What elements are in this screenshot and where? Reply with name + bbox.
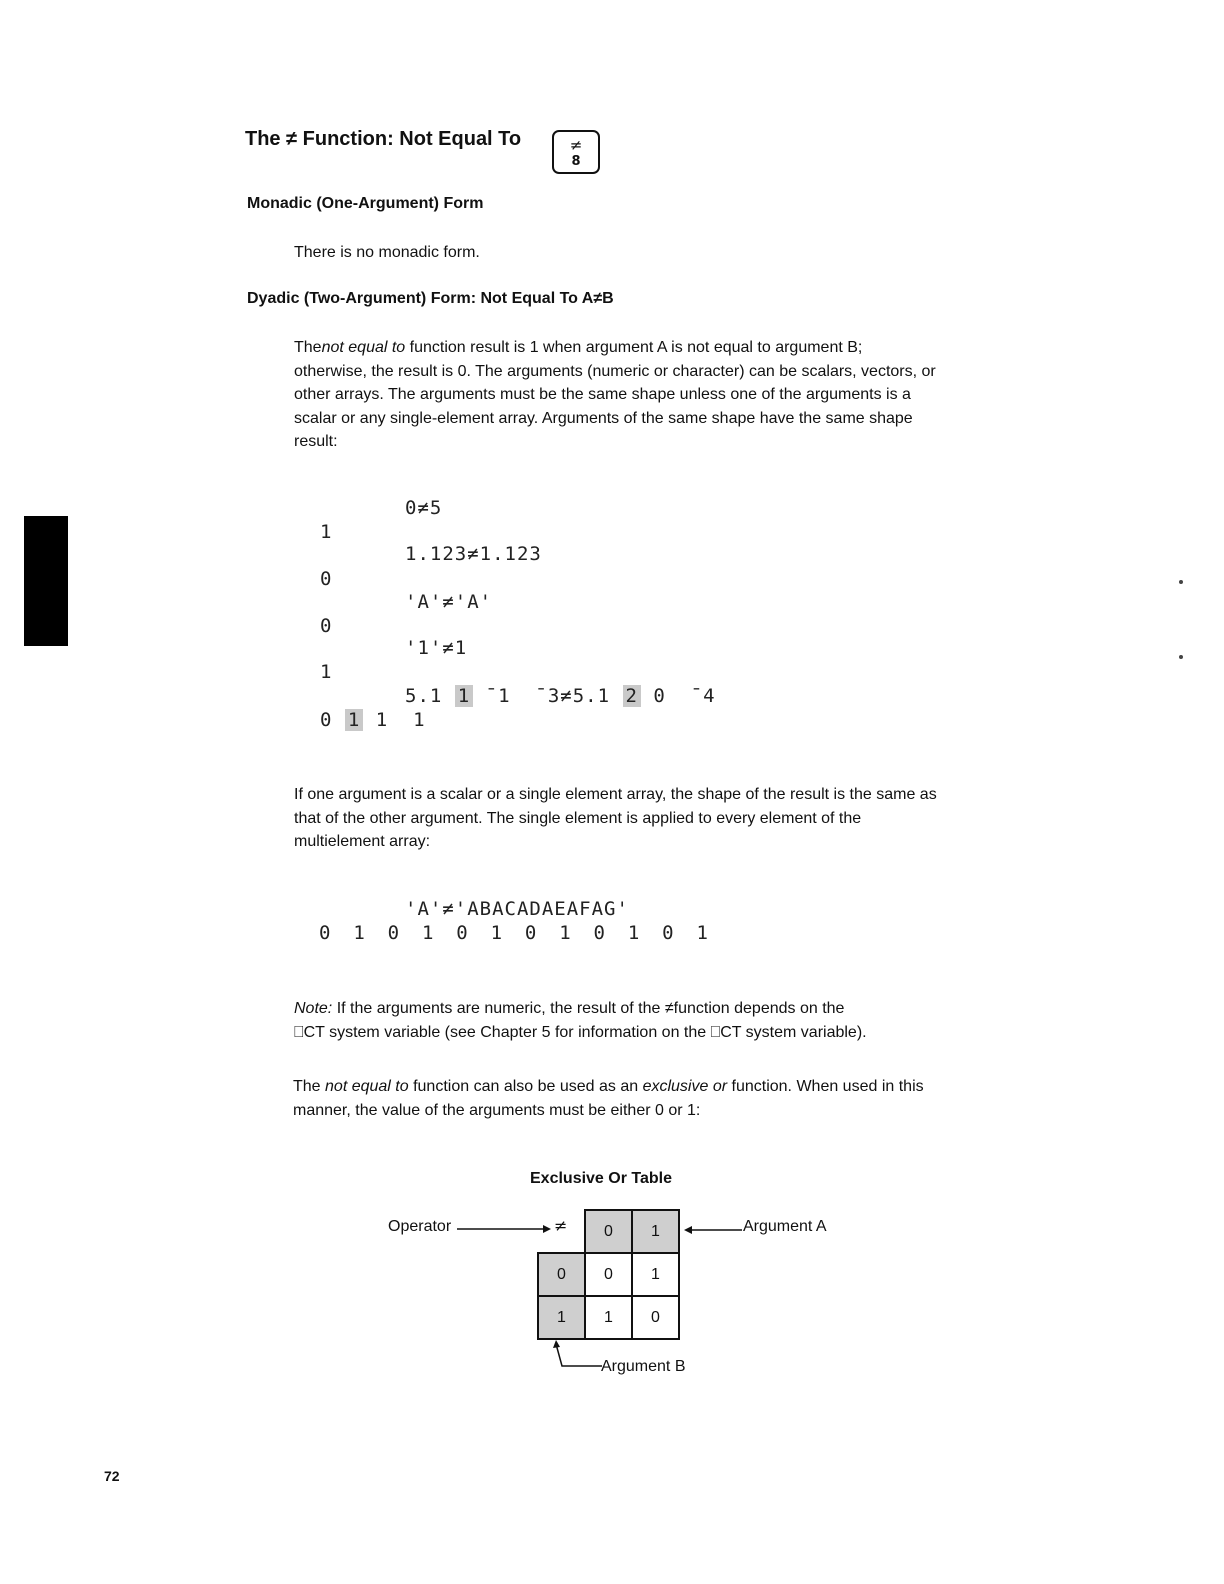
xor-paragraph xyxy=(293,1075,958,1122)
highlighted-value: 1 xyxy=(345,709,363,731)
section-marker-bar xyxy=(24,516,68,646)
argument-a-label: Argument A xyxy=(743,1218,827,1235)
code-run: ¯1 ¯3≠5.1 xyxy=(473,685,623,707)
key-number: 8 xyxy=(571,154,581,169)
scalar-example-input: 'A'≠'ABACADAEAFAG' xyxy=(405,898,629,920)
result-cell: 1 xyxy=(632,1253,679,1296)
text-run: The xyxy=(293,1078,326,1095)
code-run: 5.1 xyxy=(405,685,455,707)
xor-row xyxy=(538,1296,679,1339)
note-label: Note: xyxy=(294,1000,333,1017)
monadic-heading: Monadic (One-Argument) Form xyxy=(247,195,484,212)
example-input: 0≠5 xyxy=(405,497,443,519)
emphasis: not equal to xyxy=(325,1078,409,1095)
text-run: The xyxy=(294,339,322,356)
row-label-cell: 0 xyxy=(538,1253,585,1296)
dyadic-line-1 xyxy=(294,336,954,360)
text-run: If the arguments are numeric, the result of the ≠function depends on the xyxy=(332,1000,845,1017)
note-line-2: ⎕CT system variable (see Chapter 5 for information on the ⎕CT system variable). xyxy=(294,1023,867,1041)
operator-label: Operator xyxy=(388,1218,452,1235)
note-paragraph xyxy=(294,997,954,1044)
example-input: '1'≠1 xyxy=(405,637,468,659)
result-cell: 1 xyxy=(585,1296,632,1339)
dyadic-heading: Dyadic (Two-Argument) Form: Not Equal To A≠B xyxy=(247,290,614,307)
xor-header-row xyxy=(538,1210,679,1253)
operator-symbol: ≠ xyxy=(554,1216,568,1235)
example-input: 1.123≠1.123 xyxy=(405,543,542,565)
example-input xyxy=(405,685,716,707)
xor-table xyxy=(537,1209,680,1340)
code-run: 1 1 xyxy=(363,709,426,731)
example-result: 1 xyxy=(320,661,333,683)
example-result xyxy=(320,709,426,731)
highlighted-value: 2 xyxy=(623,685,641,707)
header-cell: 0 xyxy=(585,1210,632,1253)
code-run: 0 ¯4 xyxy=(640,685,716,707)
monadic-text: There is no monadic form. xyxy=(294,244,480,261)
emphasis: exclusive or xyxy=(642,1078,728,1095)
highlighted-value: 1 xyxy=(455,685,473,707)
corner-cell xyxy=(538,1210,585,1253)
page-title: The ≠ Function: Not Equal To xyxy=(245,128,522,150)
scalar-example-result: 0 1 0 1 0 1 0 1 0 1 0 1 xyxy=(319,922,708,944)
example-result: 0 xyxy=(320,615,333,637)
note-line-1 xyxy=(294,997,954,1021)
page-number: 72 xyxy=(104,1468,120,1484)
argument-a-arrow xyxy=(682,1220,744,1236)
emphasis: not equal to xyxy=(321,339,406,356)
example-result: 0 xyxy=(320,568,333,590)
header-cell: 1 xyxy=(632,1210,679,1253)
key-symbol: ≠ xyxy=(569,136,583,154)
xor-row xyxy=(538,1253,679,1296)
text-run: function. When used in this manner, the value of the arguments must be either 0 or 1: xyxy=(293,1078,924,1119)
dyadic-paragraph xyxy=(294,336,954,454)
scalar-paragraph: If one argument is a scalar or a single element array, the shape of the result is the same as that of the other argument. The single element is applied to every element of the multielement array: xyxy=(294,786,937,850)
margin-speck xyxy=(1179,655,1183,659)
example-result: 1 xyxy=(320,521,333,543)
code-run: 0 xyxy=(320,709,345,731)
argument-b-arrow xyxy=(552,1340,604,1374)
result-cell: 0 xyxy=(585,1253,632,1296)
row-label-cell: 1 xyxy=(538,1296,585,1339)
example-input: 'A'≠'A' xyxy=(405,591,493,613)
dyadic-body: otherwise, the result is 0. The arguments (numeric or character) can be scalars, vectors, or other arrays. The arguments must be the same shape unless one of the arguments is a scalar or any single-element array. Arguments of the same shape have the same shape result: xyxy=(294,362,936,450)
text-run: function result is 1 when argument A is not equal to argument B; xyxy=(405,339,863,356)
result-cell: 0 xyxy=(632,1296,679,1339)
margin-speck xyxy=(1179,580,1183,584)
not-equal-key-icon xyxy=(552,130,600,174)
text-run: function can also be used as an xyxy=(408,1078,643,1095)
argument-b-label: Argument B xyxy=(601,1358,686,1375)
xor-table-title: Exclusive Or Table xyxy=(530,1170,672,1187)
